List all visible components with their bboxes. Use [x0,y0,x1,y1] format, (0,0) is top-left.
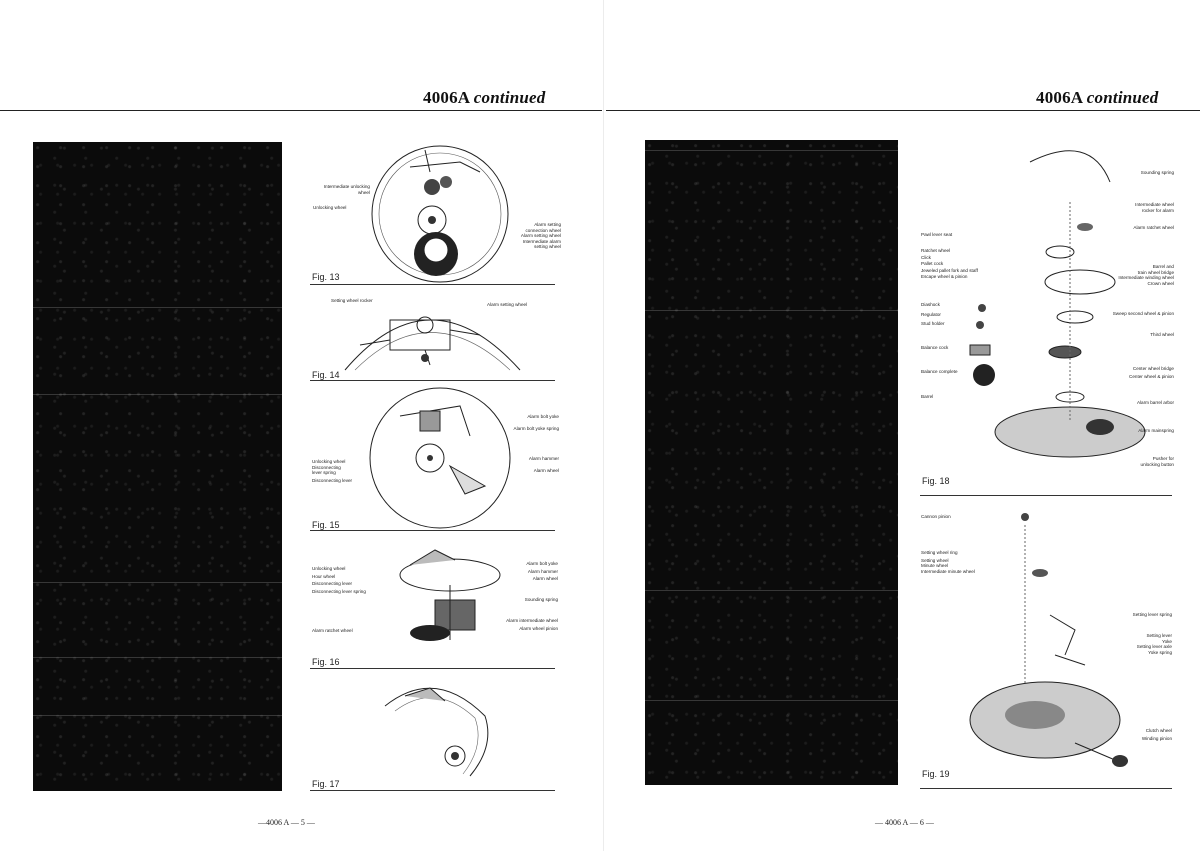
left-header-rule [0,110,602,111]
fig19-callout-setting-lever-spring: Setting lever spring [1132,612,1172,617]
fig17-label: Fig. 17 [312,779,340,789]
fig18-callout-pusher: Pusher for unlocking button [1140,456,1174,467]
fig15-diagram [360,386,520,526]
fig18-callout-third-wheel: Third wheel [1150,332,1174,337]
fig15-callout-alarm-bolt-yoke-spring: Alarm bolt yoke spring [513,426,559,431]
fig14-callout-alarm-setting-wheel: Alarm setting wheel [487,302,528,307]
right-header-rule [606,110,1200,111]
fig13-callouts-right: Alarm setting connection wheel Alarm setting wheel Intermediate alarm setting wheel [520,222,561,249]
fig13-diagram [370,142,510,282]
fig18-callout-balance-complete: Balance complete [921,369,958,374]
fig15-callout-alarm-bolt-yoke: Alarm bolt yoke [527,414,559,419]
fig13-callout-unlocking-wheel: Unlocking wheel [313,205,347,210]
fig15-label: Fig. 15 [312,520,340,530]
fig19-callout-cannon-pinion: Cannon pinion [921,514,951,519]
fig18-callout-center-wheel: Center wheel bridge Center wheel & pinion [1129,366,1174,379]
fig14-rule [310,380,555,381]
right-header-code: 4006A [1036,88,1083,107]
fig16-callouts-right: Alarm bolt yoke Alarm hammer Alarm wheel [526,561,558,581]
fig18-callout-balance-cock: Balance cock [921,345,949,350]
fig18-callouts-left-group2: Diashock Regulator Stud holder [921,302,945,326]
fig18-diagram [990,142,1120,472]
left-header-title [423,88,546,108]
right-page-number: — 4006 A — 6 — [875,818,934,827]
fig18-callout-sounding-spring: Sounding spring [1140,170,1174,175]
fig15-callout-alarm-hammer: Alarm hammer [528,456,559,461]
fig18-balance-assembly [962,300,997,400]
left-header-word: continued [473,88,546,107]
fig18-callout-barrel-bridge: Barrel and train wheel bridge Intermediate winding wheel Crown wheel [1118,264,1174,286]
fig13-callouts-left: Intermediate unlocking wheel [323,184,370,195]
fig13-rule [310,284,555,285]
left-header-code: 4006A [423,88,470,107]
fig16-rule [310,668,555,669]
fig18-callout-alarm-mainspring: Alarm mainspring [1138,428,1174,433]
fig17-rule [310,790,555,791]
fig16-label: Fig. 16 [312,657,340,667]
fig14-label: Fig. 14 [312,370,340,380]
fig19-label: Fig. 19 [922,769,950,779]
fig15-callout-alarm-wheel: Alarm wheel [533,468,559,473]
fig18-callout-barrel: Barrel [921,394,934,399]
fig16-callouts-left: Unlocking wheel Hour wheel Disconnecting lever Disconnecting lever spring [312,566,366,594]
right-header-word: continued [1086,88,1159,107]
fig18-label: Fig. 18 [922,476,950,486]
fig19-callouts-left: Setting wheel ring Setting wheel Minute wheel Intermediate minute wheel [921,550,975,574]
fig18-callouts-left-group1: Ratchet wheel Click Pallet cock Jeweled pallet fork and staff Escape wheel & pinion [921,248,978,279]
left-photo-plate [33,142,282,791]
fig19-callouts-right-lower: Clutch wheel Winding pinion [1141,728,1172,741]
fig15-callouts-left: Unlocking wheel Disconnecting lever spring Disconnecting lever [312,459,353,483]
fig16-callouts-right-lower: Alarm intermediate wheel Alarm wheel pinion [506,618,558,631]
fig18-callout-intermediate-wheel: Intermediate wheel rocker for alarm [1135,202,1174,213]
fig14-callout-setting-wheel-rocker: Setting wheel rocker [331,298,373,303]
fig16-callout-sounding-spring: Sounding spring [524,597,558,602]
left-page-number: —4006 A — 5 — [258,818,315,827]
fig18-callout-sweep-second-wheel: Sweep second wheel & pinion [1112,311,1174,316]
page-spine [603,0,604,851]
right-header-title [1036,88,1159,108]
fig18-callout-alarm-ratchet-wheel: Alarm ratchet wheel [1133,225,1174,230]
fig17-diagram [375,676,500,781]
fig16-callout-alarm-ratchet-wheel: Alarm ratchet wheel [312,628,353,633]
fig19-callouts-right: Setting lever Yoke Setting lever axle Yoke spring [1136,633,1172,655]
fig18-callout-alarm-barrel-arbor: Alarm barrel arbor [1136,400,1174,405]
fig15-rule [310,530,555,531]
fig18-rule [920,495,1172,496]
fig13-label: Fig. 13 [312,272,340,282]
fig19-rule [920,788,1172,789]
fig18-callout-pawl-lever-seat: Pawl lever seat [921,232,953,237]
right-photo-plate [645,140,898,785]
